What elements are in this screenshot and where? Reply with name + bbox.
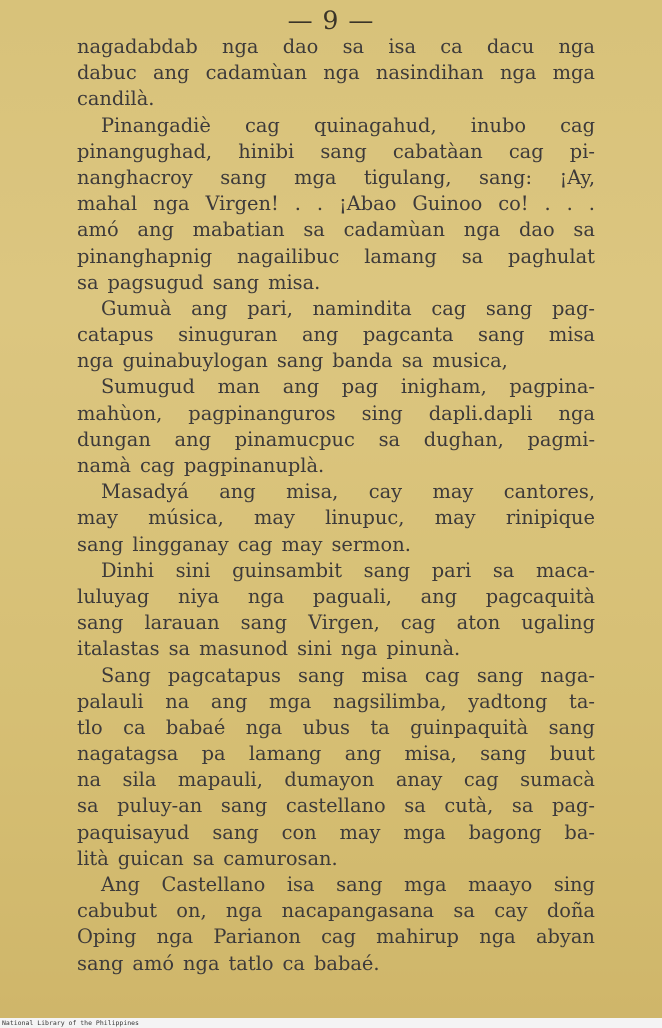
text-line: Oping nga Parianon cag mahirup nga abyan xyxy=(77,925,595,949)
text-line: palauli na ang mga nagsilimba, yadtong ta- xyxy=(77,689,595,713)
text-line: pinangughad, hinibi sang cabatàan cag pi- xyxy=(77,139,595,163)
text-line: candilà. xyxy=(77,87,155,111)
text-line: Sang pagcatapus sang misa cag sang naga- xyxy=(101,663,595,687)
text-line: dungan ang pinamucpuc sa dughan, pagmi- xyxy=(77,427,595,451)
paragraph xyxy=(77,34,595,113)
text-line: Dinhi sini guinsambit sang pari sa maca- xyxy=(101,558,595,582)
text-line: mahal nga Virgen! . . ¡Abao Guinoo co! . . . xyxy=(77,192,595,216)
text-line: sang larauan sang Virgen, cag aton ugaling xyxy=(77,611,595,635)
text-line: paquisayud sang con may mga bagong ba- xyxy=(77,820,595,844)
text-line: may música, may linupuc, may rinipique xyxy=(77,506,595,530)
text-line: Pinangadiè cag quinagahud, inubo cag xyxy=(101,113,595,137)
footer-bar xyxy=(0,1018,662,1028)
text-line: luluyag niya nga paguali, ang pagcaquità xyxy=(77,584,595,608)
text-line: nagadabdab nga dao sa isa ca dacu nga xyxy=(77,35,595,58)
text-line: italastas sa masunod sini nga pinunà. xyxy=(77,637,461,661)
text-line: dabuc ang cadamùan nga nasindihan nga mga xyxy=(77,61,595,85)
text-line: Ang Castellano isa sang mga maayo sing xyxy=(101,873,595,896)
paragraph xyxy=(77,872,595,977)
text-line: pinanghapnig nagailibuc lamang sa paghulat xyxy=(77,244,595,268)
text-line: Masadyá ang misa, cay may cantores, xyxy=(101,480,595,504)
paragraph xyxy=(77,558,595,663)
text-line: na sila mapauli, dumayon anay cag sumacà xyxy=(77,768,595,792)
paragraph xyxy=(77,374,595,479)
text-line: catapus sinuguran ang pagcanta sang misa xyxy=(77,323,595,347)
text-line: sang lingganay cag may sermon. xyxy=(77,532,411,556)
text-line: Gumuà ang pari, namindita cag sang pag- xyxy=(101,296,595,320)
page-number: — 9 — xyxy=(287,6,375,35)
text-line: nanghacroy sang mga tigulang, sang: ¡Ay, xyxy=(77,165,595,189)
text-line: Sumugud man ang pag inigham, pagpina- xyxy=(101,375,595,399)
body-text xyxy=(77,34,595,977)
paragraph xyxy=(77,479,595,558)
footer-credit: National Library of the Philippines xyxy=(2,1019,139,1027)
text-line: lità guican sa camurosan. xyxy=(77,846,338,870)
paragraph xyxy=(77,113,595,296)
text-line: sa puluy-an sang castellano sa cutà, sa pag- xyxy=(77,794,595,818)
text-line: amó ang mabatian sa cadamùan nga dao sa xyxy=(77,218,595,242)
text-line: cabubut on, nga nacapangasana sa cay doña xyxy=(77,899,595,923)
text-line: mahùon, pagpinanguros sing dapli.dapli nga xyxy=(77,401,595,425)
text-line: nagatagsa pa lamang ang misa, sang buut xyxy=(77,742,595,766)
text-line: sang amó nga tatlo ca babaé. xyxy=(77,951,380,975)
paragraph xyxy=(77,663,595,873)
text-line: nga guinabuylogan sang banda sa musica, xyxy=(77,349,508,373)
paragraph xyxy=(77,296,595,375)
text-line: tlo ca babaé nga ubus ta guinpaquità sang xyxy=(77,715,595,739)
text-line: sa pagsugud sang misa. xyxy=(77,270,321,294)
text-line: namà cag pagpinanuplà. xyxy=(77,454,325,477)
